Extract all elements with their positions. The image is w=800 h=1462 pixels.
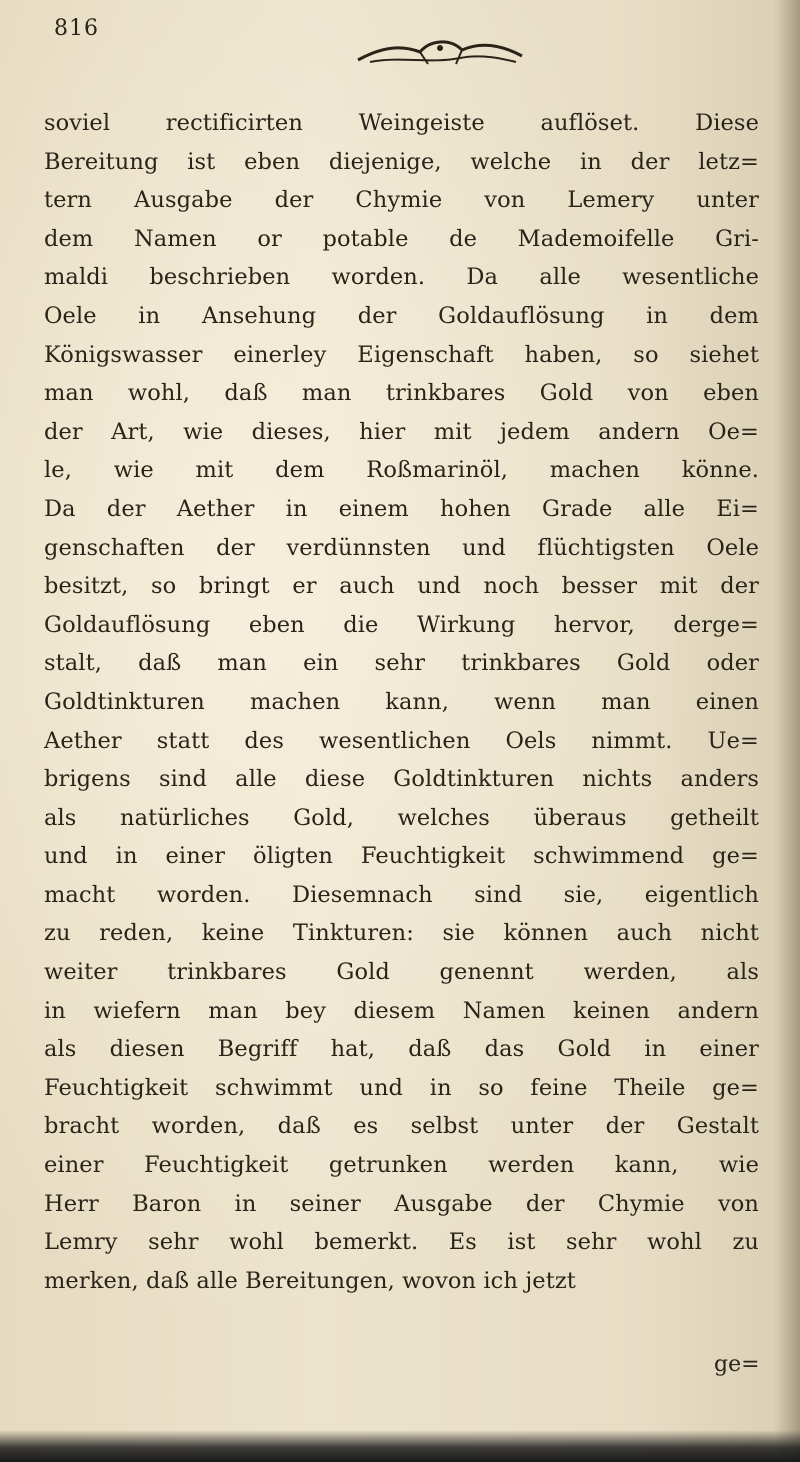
text-line: tern Ausgabe der Chymie von Lemery unter bbox=[44, 187, 759, 214]
text-line: merken, daß alle Bereitungen, wovon ich jetzt bbox=[44, 1267, 576, 1294]
text-line: und in einer öligten Feuchtigkeit schwimmend ge= bbox=[44, 843, 759, 870]
text-line: besitzt, so bringt er auch und noch besser mit der bbox=[44, 573, 759, 600]
text-line: der Art, wie dieses, hier mit jedem andern Oe= bbox=[44, 418, 759, 445]
printer-ornament bbox=[350, 30, 530, 74]
text-line: genschaften der verdünnsten und flüchtigsten Oele bbox=[44, 534, 759, 561]
text-line: einer Feuchtigkeit getrunken werden kann, wie bbox=[44, 1152, 759, 1179]
text-line: Bereitung ist eben diejenige, welche in der letz= bbox=[44, 148, 759, 175]
text-line: soviel rectificirten Weingeiste auflöset. Diese bbox=[44, 110, 759, 136]
bottom-edge-shadow bbox=[0, 1430, 800, 1462]
text-line: als natürliches Gold, welches überaus getheilt bbox=[44, 804, 759, 831]
catchword: ge= bbox=[714, 1352, 760, 1377]
text-line: Da der Aether in einem hohen Grade alle Ei= bbox=[44, 495, 759, 522]
text-line: macht worden. Diesemnach sind sie, eigentlich bbox=[44, 881, 759, 908]
text-line: als diesen Begriff hat, daß das Gold in einer bbox=[44, 1036, 759, 1063]
body-text bbox=[44, 104, 759, 1300]
text-line: Feuchtigkeit schwimmt und in so feine Theile ge= bbox=[44, 1074, 759, 1101]
text-line: zu reden, keine Tinkturen: sie können auch nicht bbox=[44, 920, 759, 947]
page-number: 816 bbox=[54, 16, 99, 41]
text-line: stalt, daß man ein sehr trinkbares Gold oder bbox=[44, 650, 759, 677]
text-line: in wiefern man bey diesem Namen keinen andern bbox=[44, 997, 759, 1024]
text-line: dem Namen or potable de Mademoifelle Gri- bbox=[44, 225, 759, 252]
text-line: Lemry sehr wohl bemerkt. Es ist sehr wohl zu bbox=[44, 1229, 759, 1256]
text-line: bracht worden, daß es selbst unter der Gestalt bbox=[44, 1113, 759, 1140]
text-line: Königswasser einerley Eigenschaft haben, so siehet bbox=[44, 341, 759, 368]
text-line: weiter trinkbares Gold genennt werden, als bbox=[44, 959, 759, 986]
text-line: Goldtinkturen machen kann, wenn man einen bbox=[44, 688, 759, 715]
text-line: man wohl, daß man trinkbares Gold von eben bbox=[44, 380, 759, 407]
page-edge-shadow bbox=[774, 0, 800, 1462]
text-line: Goldauflösung eben die Wirkung hervor, derge= bbox=[44, 611, 759, 638]
text-line: Oele in Ansehung der Goldauflösung in dem bbox=[44, 302, 759, 329]
text-line: Aether statt des wesentlichen Oels nimmt. Ue= bbox=[44, 727, 759, 754]
text-line: Herr Baron in seiner Ausgabe der Chymie von bbox=[44, 1190, 759, 1217]
text-line: le, wie mit dem Roßmarinöl, machen könne. bbox=[44, 457, 759, 484]
text-line: brigens sind alle diese Goldtinkturen nichts anders bbox=[44, 766, 759, 793]
text-line: maldi beschrieben worden. Da alle wesentliche bbox=[44, 264, 759, 291]
